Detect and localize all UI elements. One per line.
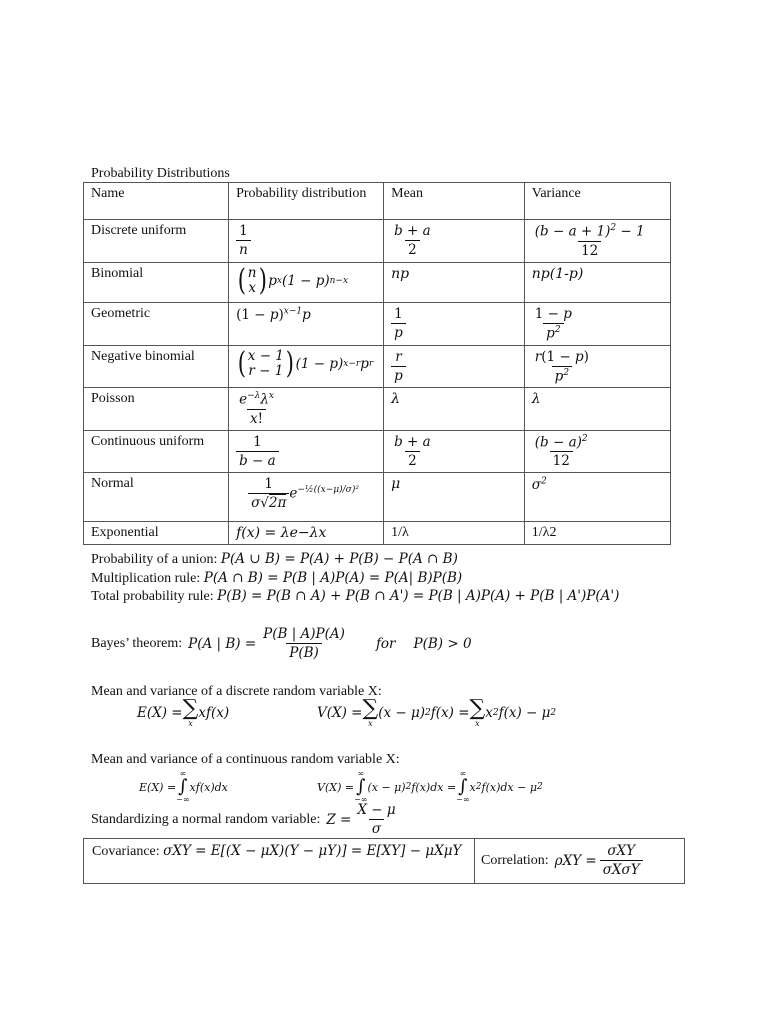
pdf-geometric: $(1 - p)^{x-1}p$ bbox=[229, 303, 384, 346]
variance-binomial: np(1-p) bbox=[524, 263, 670, 303]
pdf-poisson: $\frac{e^{-\lambda}\lambda^x}{x!}$ bbox=[229, 388, 384, 431]
table-row bbox=[84, 345, 671, 388]
variance-normal: $\sigma^2$ bbox=[524, 473, 670, 522]
covariance-correlation-box bbox=[83, 838, 685, 884]
mean-binomial: np bbox=[384, 263, 525, 303]
table-row bbox=[84, 220, 671, 263]
table-row bbox=[84, 388, 671, 431]
pdf-negative-binomial: ( x − 1 r − 1 ) (1 − p) x−r p r bbox=[229, 345, 384, 388]
distributions-table bbox=[83, 182, 671, 545]
covariance: Covariance: σXY = E[(X − μX)(Y − μY)] = E[XY] − μXμY bbox=[92, 843, 462, 859]
header-variance: Variance bbox=[524, 183, 670, 220]
mean-negative-binomial: $\frac{r}{p}$ bbox=[384, 345, 525, 388]
continuous-mean-formula: E(X) = ∞ ∫ −∞ xf(x)dx bbox=[139, 769, 228, 804]
row-name: Negative binomial bbox=[84, 345, 229, 388]
mean-geometric: $\frac{1}{p}$ bbox=[384, 303, 525, 346]
mean-discrete-uniform: $\frac{b + a}{2}$ bbox=[384, 220, 525, 263]
table-row bbox=[84, 522, 671, 545]
row-name: Normal bbox=[84, 473, 229, 522]
header-probability-distribution: Probability distribution bbox=[229, 183, 384, 220]
box-divider bbox=[474, 839, 475, 883]
union-rule: Probability of a union: P(A ∪ B) = P(A) + P(B) − P(A ∩ B) bbox=[91, 551, 458, 567]
pdf-exponential: f(x) = λe−λx bbox=[229, 522, 384, 545]
table-row bbox=[84, 263, 671, 303]
mean-exponential: 1/λ bbox=[384, 522, 525, 545]
variance-continuous-uniform: $\frac{(b - a)^2}{12}$ bbox=[524, 430, 670, 473]
variance-negative-binomial: $\frac{r(1 - p)}{p^2}$ bbox=[524, 345, 670, 388]
mean-continuous-uniform: $\frac{b + a}{2}$ bbox=[384, 430, 525, 473]
pdf-normal: $\frac{1}{\sigma√2\pi}$ $e^{-\frac{1}{2}((x-\mu)/\sigma)^2}$ bbox=[229, 473, 384, 522]
bayes-theorem: Bayes’ theorem: P(A | B) = $\frac{P(B | A)P(A)}{P(B)}$ for P(B) > 0 bbox=[91, 626, 472, 661]
row-name: Poisson bbox=[84, 388, 229, 431]
table-row bbox=[84, 473, 671, 522]
discrete-rv-label: Mean and variance of a discrete random variable X: bbox=[91, 684, 382, 699]
correlation: Correlation: ρXY = $\frac{\text{σXY}}{\text{σXσY}}$ bbox=[481, 843, 643, 878]
standardizing-rule: Standardizing a normal random variable: Z = $\frac{X - \mu}{\sigma}$ bbox=[91, 802, 396, 837]
mean-normal: μ bbox=[384, 473, 525, 522]
table-header-row bbox=[84, 183, 671, 220]
union-formula: P(A ∪ B) = P(A) + P(B) − P(A ∩ B) bbox=[220, 551, 458, 567]
variance-poisson: λ bbox=[524, 388, 670, 431]
covariance-formula: σXY = E[(X − μX)(Y − μY)] = E[XY] − μXμY bbox=[163, 843, 462, 859]
header-mean: Mean bbox=[384, 183, 525, 220]
continuous-rv-label: Mean and variance of a continuous random variable X: bbox=[91, 752, 400, 767]
discrete-variance-formula: V(X) = ∑ x (x − μ) 2 f(x) = ∑ x x 2 f(x) − μ 2 bbox=[317, 696, 557, 728]
mean-poisson: λ bbox=[384, 388, 525, 431]
multiplication-rule: Multiplication rule: P(A ∩ B) = P(B | A)P(A) = P(A| B)P(B) bbox=[91, 570, 463, 586]
table-row bbox=[84, 430, 671, 473]
pdf-discrete-uniform: $\frac{1}{n}$ bbox=[229, 220, 384, 263]
total-probability-rule: Total probability rule: P(B) = P(B ∩ A) + P(B ∩ A') = P(B | A)P(A) + P(B | A')P(A') bbox=[91, 588, 620, 604]
variance-exponential: 1/λ2 bbox=[524, 522, 670, 545]
row-name: Geometric bbox=[84, 303, 229, 346]
row-name: Exponential bbox=[84, 522, 229, 545]
row-name: Binomial bbox=[84, 263, 229, 303]
discrete-mean-formula: E(X) = ∑ x xf(x) bbox=[137, 696, 230, 728]
header-name: Name bbox=[84, 183, 229, 220]
pdf-continuous-uniform: $\frac{1}{b - a}$ bbox=[229, 430, 384, 473]
table-row bbox=[84, 303, 671, 346]
pdf-binomial: ( n x ) p x (1 − p) n−x bbox=[229, 263, 384, 303]
total-probability-formula: P(B) = P(B ∩ A) + P(B ∩ A') = P(B | A)P(A) + P(B | A')P(A') bbox=[217, 588, 620, 604]
variance-geometric: $\frac{1 - p}{p^2}$ bbox=[524, 303, 670, 346]
multiplication-formula: P(A ∩ B) = P(B | A)P(A) = P(A| B)P(B) bbox=[203, 570, 463, 586]
row-name: Continuous uniform bbox=[84, 430, 229, 473]
variance-discrete-uniform: $\frac{(b - a + 1)^2 - 1}{12}$ bbox=[524, 220, 670, 263]
table-caption: Probability Distributions bbox=[91, 166, 230, 181]
continuous-variance-formula: V(X) = ∞ ∫ −∞ (x − μ) 2 f(x)dx = ∞ ∫ −∞ x 2 f(x)dx − μ 2 bbox=[317, 769, 543, 804]
row-name: Discrete uniform bbox=[84, 220, 229, 263]
